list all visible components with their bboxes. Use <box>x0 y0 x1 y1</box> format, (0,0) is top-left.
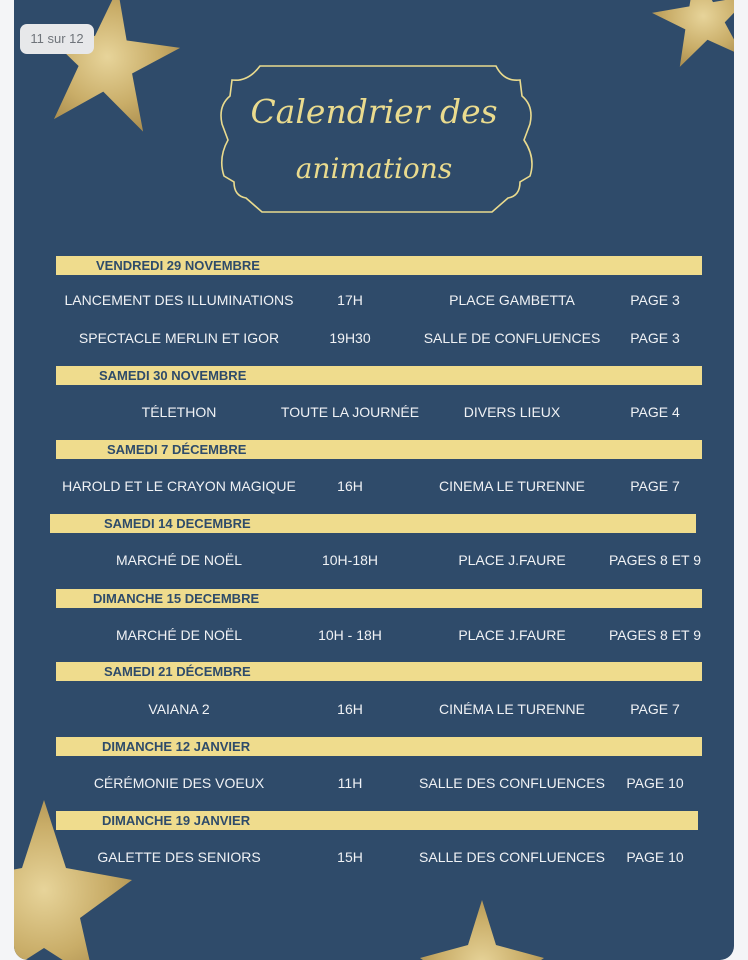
date-band <box>56 440 702 459</box>
date-band <box>56 256 702 275</box>
event-name: LANCEMENT DES ILLUMINATIONS <box>64 292 294 308</box>
event-name: SPECTACLE MERLIN ET IGOR <box>78 330 280 346</box>
event-name: MARCHÉ DE NOËL <box>115 627 243 643</box>
event-name: VAIANA 2 <box>148 701 210 717</box>
date-label: DIMANCHE 15 DECEMBRE <box>93 591 260 606</box>
event-name: GALETTE DES SENIORS <box>97 849 261 865</box>
event-place: SALLE DES CONFLUENCES <box>419 775 605 791</box>
event-time: 11H <box>337 775 363 791</box>
event-page: PAGE 7 <box>630 701 680 717</box>
page-title-line-1: Calendrier des <box>250 92 498 131</box>
event-time: 19H30 <box>329 330 371 346</box>
date-band <box>56 737 702 756</box>
date-band <box>50 514 696 533</box>
event-place: CINÉMA LE TURENNE <box>439 701 585 717</box>
event-place: CINEMA LE TURENNE <box>439 478 585 494</box>
event-place: PLACE GAMBETTA <box>449 292 575 308</box>
date-label: SAMEDI 21 DÉCEMBRE <box>104 664 251 679</box>
event-page: PAGES 8 ET 9 <box>608 627 702 643</box>
event-page: PAGES 8 ET 9 <box>608 552 702 568</box>
event-name: TÉLETHON <box>141 404 217 420</box>
date-band <box>56 366 702 385</box>
page-indicator: 11 sur 12 <box>20 24 94 54</box>
event-place: SALLE DE CONFLUENCES <box>423 330 601 346</box>
date-label: VENDREDI 29 NOVEMBRE <box>96 258 260 273</box>
event-page: PAGE 10 <box>626 849 684 865</box>
event-time: 10H - 18H <box>318 627 382 643</box>
date-band <box>56 811 698 830</box>
event-time: 16H <box>337 478 363 494</box>
page-title-line-2: animations <box>295 152 453 185</box>
date-label: DIMANCHE 19 JANVIER <box>102 813 251 828</box>
event-place: SALLE DES CONFLUENCES <box>419 849 605 865</box>
date-band <box>56 589 702 608</box>
event-page: PAGE 4 <box>630 404 680 420</box>
event-page: PAGE 3 <box>630 292 680 308</box>
date-label: DIMANCHE 12 JANVIER <box>102 739 251 754</box>
event-time: 17H <box>337 292 363 308</box>
date-label: SAMEDI 30 NOVEMBRE <box>99 368 247 383</box>
event-time: TOUTE LA JOURNÉE <box>280 404 420 420</box>
event-place: PLACE J.FAURE <box>458 552 566 568</box>
event-time: 10H-18H <box>321 552 379 568</box>
event-time: 16H <box>337 701 363 717</box>
date-band <box>56 662 702 681</box>
date-label: SAMEDI 14 DECEMBRE <box>104 516 251 531</box>
event-name: MARCHÉ DE NOËL <box>115 552 243 568</box>
event-page: PAGE 3 <box>630 330 680 346</box>
event-time: 15H <box>337 849 363 865</box>
event-name: HAROLD ET LE CRAYON MAGIQUE <box>62 478 296 494</box>
event-page: PAGE 7 <box>630 478 680 494</box>
date-label: SAMEDI 7 DÉCEMBRE <box>107 442 247 457</box>
event-name: CÉRÉMONIE DES VOEUX <box>93 775 265 791</box>
event-place: PLACE J.FAURE <box>458 627 566 643</box>
event-page: PAGE 10 <box>626 775 684 791</box>
event-place: DIVERS LIEUX <box>463 404 561 420</box>
